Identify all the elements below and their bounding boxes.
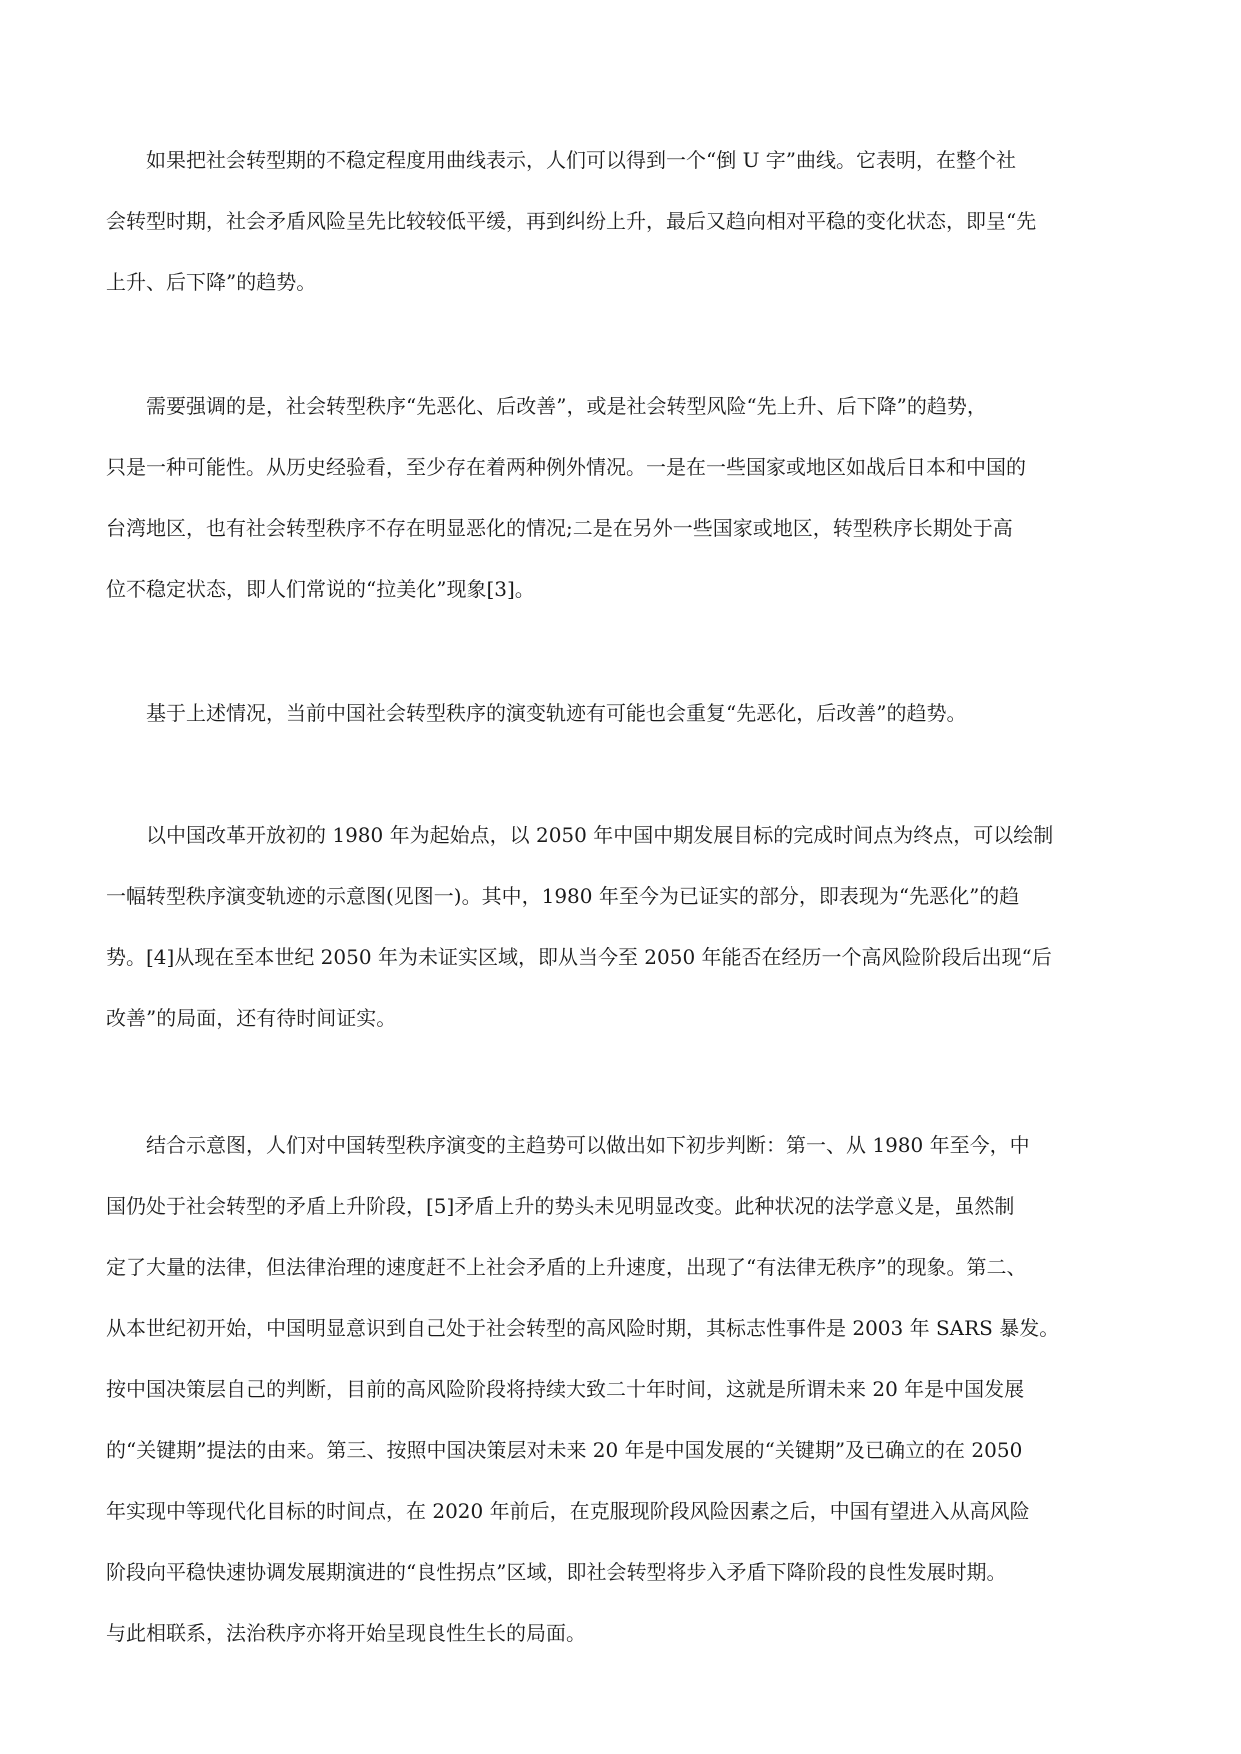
paragraph-2 — [106, 376, 1122, 620]
paragraph-5 — [106, 1115, 1122, 1664]
text-line: 一幅转型秩序演变轨迹的示意图(见图一)。其中，1980 年至今为已证实的部分，即表现为“先恶化”的趋 — [106, 884, 1020, 908]
paragraph-4 — [106, 805, 1122, 1049]
text-line: 位不稳定状态，即人们常说的“拉美化”现象[3]。 — [106, 577, 535, 601]
text-line: 如果把社会转型期的不稳定程度用曲线表示，人们可以得到一个“倒 U 字”曲线。它表明，在整个社 — [146, 148, 1017, 172]
text-line: 上升、后下降”的趋势。 — [106, 270, 317, 294]
text-line: 定了大量的法律，但法律治理的速度赶不上社会矛盾的上升速度，出现了“有法律无秩序”的现象。第二、 — [106, 1255, 1027, 1279]
document-page — [106, 130, 1122, 1724]
text-line: 年实现中等现代化目标的时间点，在 2020 年前后，在克服现阶段风险因素之后，中国有望进入从高风险 — [106, 1499, 1030, 1523]
text-line: 需要强调的是，社会转型秩序“先恶化、后改善”，或是社会转型风险“先上升、后下降”的趋势， — [146, 394, 987, 418]
paragraph-3 — [106, 683, 1122, 744]
text-line: 只是一种可能性。从历史经验看，至少存在着两种例外情况。一是在一些国家或地区如战后日本和中国的 — [106, 455, 1026, 479]
text-line: 结合示意图，人们对中国转型秩序演变的主趋势可以做出如下初步判断：第一、从 1980 年至今，中 — [146, 1133, 1030, 1157]
paragraph-1 — [106, 130, 1122, 313]
text-line: 从本世纪初开始，中国明显意识到自己处于社会转型的高风险时期，其标志性事件是 2003 年 SARS 暴发。 — [106, 1316, 1060, 1340]
text-line: 基于上述情况，当前中国社会转型秩序的演变轨迹有可能也会重复“先恶化，后改善”的趋势。 — [146, 701, 967, 725]
text-line: 会转型时期，社会矛盾风险呈先比较较低平缓，再到纠纷上升，最后又趋向相对平稳的变化状态，即呈“先 — [106, 209, 1037, 233]
text-line: 与此相联系，法治秩序亦将开始呈现良性生长的局面。 — [106, 1621, 586, 1645]
text-line: 台湾地区，也有社会转型秩序不存在明显恶化的情况;二是在另外一些国家或地区，转型秩序长期处于高 — [106, 516, 1013, 540]
text-line: 国仍处于社会转型的矛盾上升阶段，[5]矛盾上升的势头未见明显改变。此种状况的法学意义是，虽然制 — [106, 1194, 1015, 1218]
text-line: 按中国决策层自己的判断，目前的高风险阶段将持续大致二十年时间，这就是所谓未来 20 年是中国发展 — [106, 1377, 1025, 1401]
text-line: 阶段向平稳快速协调发展期演进的“良性拐点”区域，即社会转型将步入矛盾下降阶段的良性发展时期。 — [106, 1560, 1007, 1584]
text-line: 势。[4]从现在至本世纪 2050 年为未证实区域，即从当今至 2050 年能否在经历一个高风险阶段后出现“后 — [106, 945, 1052, 969]
text-line: 改善”的局面，还有待时间证实。 — [106, 1006, 397, 1030]
text-line: 以中国改革开放初的 1980 年为起始点，以 2050 年中国中期发展目标的完成时间点为终点，可以绘制 — [146, 823, 1054, 847]
text-line: 的“关键期”提法的由来。第三、按照中国决策层对未来 20 年是中国发展的“关键期”及已确立的在 2050 — [106, 1438, 1023, 1462]
